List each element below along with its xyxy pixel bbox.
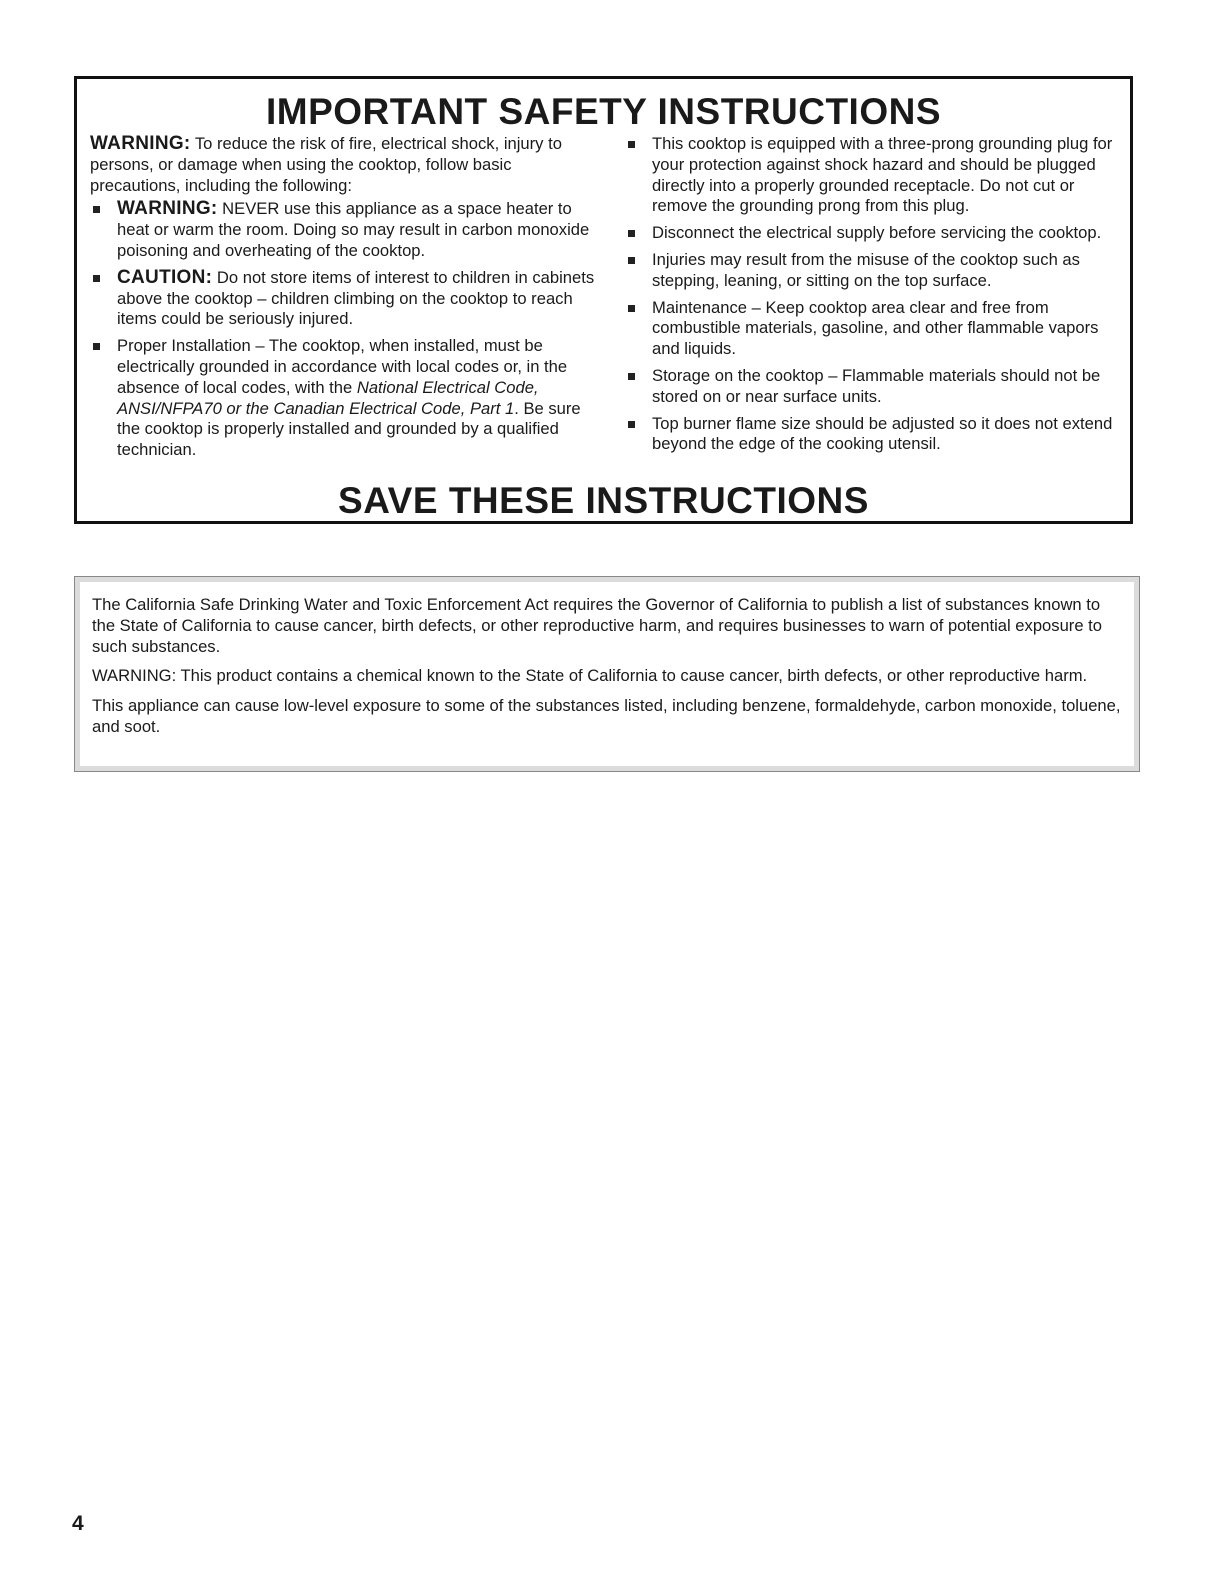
item-label: CAUTION:	[117, 266, 213, 288]
save-instructions-title: SAVE THESE INSTRUCTIONS	[338, 480, 869, 521]
list-item	[90, 336, 600, 461]
safety-title: IMPORTANT SAFETY INSTRUCTIONS	[265, 91, 942, 132]
page-number: 4	[72, 1512, 84, 1535]
item-text: Storage on the cooktop – Flammable materials should not be stored on or near surface units.	[652, 365, 1101, 406]
warning-intro-text: To reduce the risk of fire, electrical shock, injury to persons, or damage when using the cooktop, follow basic precautions, including the following:	[90, 134, 562, 195]
left-column	[90, 134, 600, 467]
item-label: WARNING:	[117, 198, 218, 220]
install-text: Proper Installation – The cooktop, when installed, must be electrically grounded in accordance with local codes or, in the absence of local codes, with the	[117, 336, 568, 397]
prop65-paragraph: The California Safe Drinking Water and Toxic Enforcement Act requires the Governor of California to publish a list of substances known to the State of California to cause cancer, birth defects, or other reproductive harm, and requires businesses to warn of potential exposure to such substances.	[92, 595, 1103, 656]
square-bullet-icon	[628, 257, 635, 264]
right-bullet-list	[625, 134, 1130, 455]
list-item	[625, 134, 1130, 217]
safety-instructions-box	[74, 76, 1133, 524]
prop65-notice-content	[80, 582, 1134, 766]
install-text-end: . Be sure the cooktop is properly installed and grounded by a qualified technician.	[117, 398, 581, 460]
list-item	[625, 223, 1130, 244]
item-text: Top burner flame size should be adjusted so it does not extend beyond the edge of the cooking utensil.	[652, 413, 1113, 454]
right-column	[625, 134, 1130, 461]
item-text: Disconnect the electrical supply before servicing the cooktop.	[652, 223, 1102, 243]
warning-label: WARNING:	[90, 133, 191, 154]
square-bullet-icon	[628, 373, 635, 380]
item-text: Injuries may result from the misuse of the cooktop such as stepping, leaning, or sitting on the top surface.	[652, 249, 1080, 290]
item-text: Maintenance – Keep cooktop area clear and free from combustible materials, gasoline, and other flammable vapors and liquids.	[652, 297, 1099, 359]
square-bullet-icon	[628, 421, 635, 428]
square-bullet-icon	[93, 343, 100, 350]
square-bullet-icon	[628, 230, 635, 237]
list-item	[625, 298, 1130, 360]
prop65-notice-box	[74, 576, 1140, 772]
warning-intro	[90, 134, 600, 196]
item-text: NEVER use this appliance as a space heater to heat or warm the room. Doing so may result in carbon monoxide poisoning and overheating of the cooktop.	[117, 199, 590, 260]
square-bullet-icon	[93, 206, 100, 213]
item-text: This cooktop is equipped with a three-prong grounding plug for your protection against shock hazard and should be plugged directly into a properly grounded receptacle. Do not cut or remove the grounding prong from this plug.	[652, 134, 1113, 216]
list-item	[625, 250, 1130, 292]
list-item	[625, 366, 1130, 408]
prop65-warning-paragraph: WARNING: This product contains a chemical known to the State of California to cause cancer, birth defects, or other reproductive harm.	[92, 666, 1088, 686]
list-item	[90, 199, 600, 261]
square-bullet-icon	[628, 141, 635, 148]
list-item	[90, 268, 600, 330]
left-bullet-list	[90, 199, 600, 461]
code-reference: National Electrical Code, ANSI/NFPA70 or the Canadian Electrical Code, Part 1	[117, 377, 539, 418]
square-bullet-icon	[93, 275, 100, 282]
item-text: Do not store items of interest to children in cabinets above the cooktop – children climbing on the cooktop to reach items could be seriously injured.	[117, 267, 595, 329]
list-item	[625, 414, 1130, 456]
prop65-exposure-paragraph: This appliance can cause low-level exposure to some of the substances listed, including benzene, formaldehyde, carbon monoxide, toluene, and soot.	[92, 696, 1121, 736]
square-bullet-icon	[628, 305, 635, 312]
